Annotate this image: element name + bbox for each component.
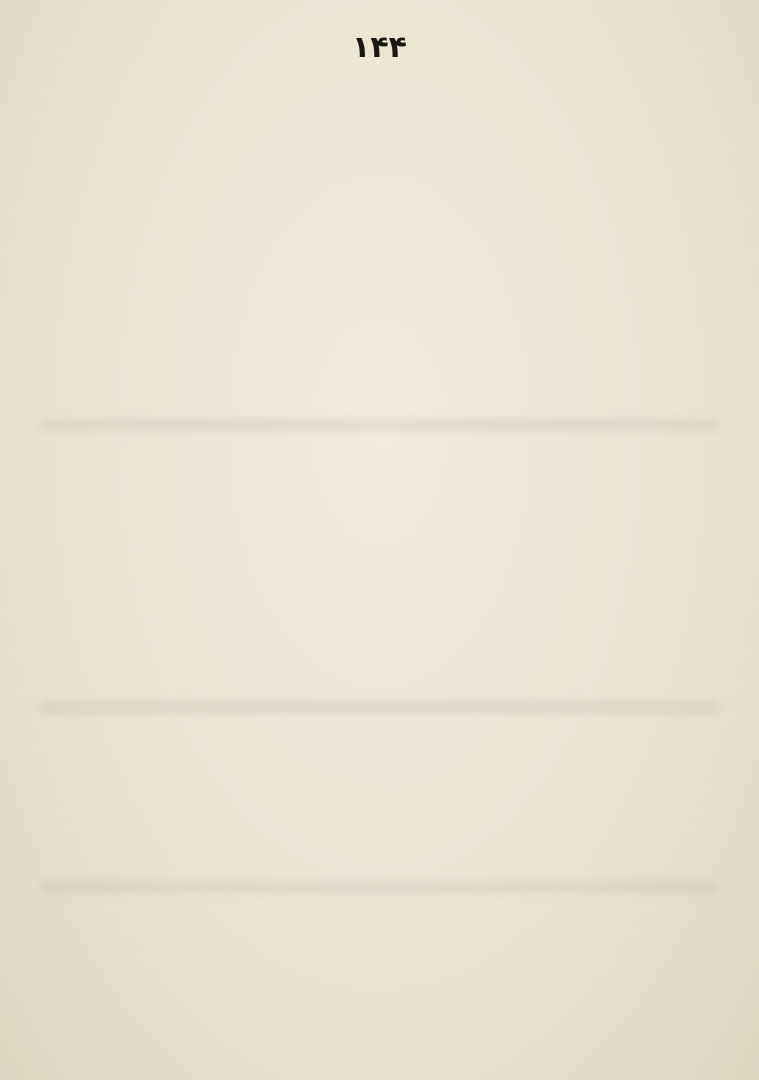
ink-bleed-shadow — [40, 418, 719, 432]
page-number: ۱۴۴ — [352, 30, 407, 65]
ink-bleed-shadow — [40, 700, 719, 714]
ink-bleed-shadow — [40, 880, 719, 894]
